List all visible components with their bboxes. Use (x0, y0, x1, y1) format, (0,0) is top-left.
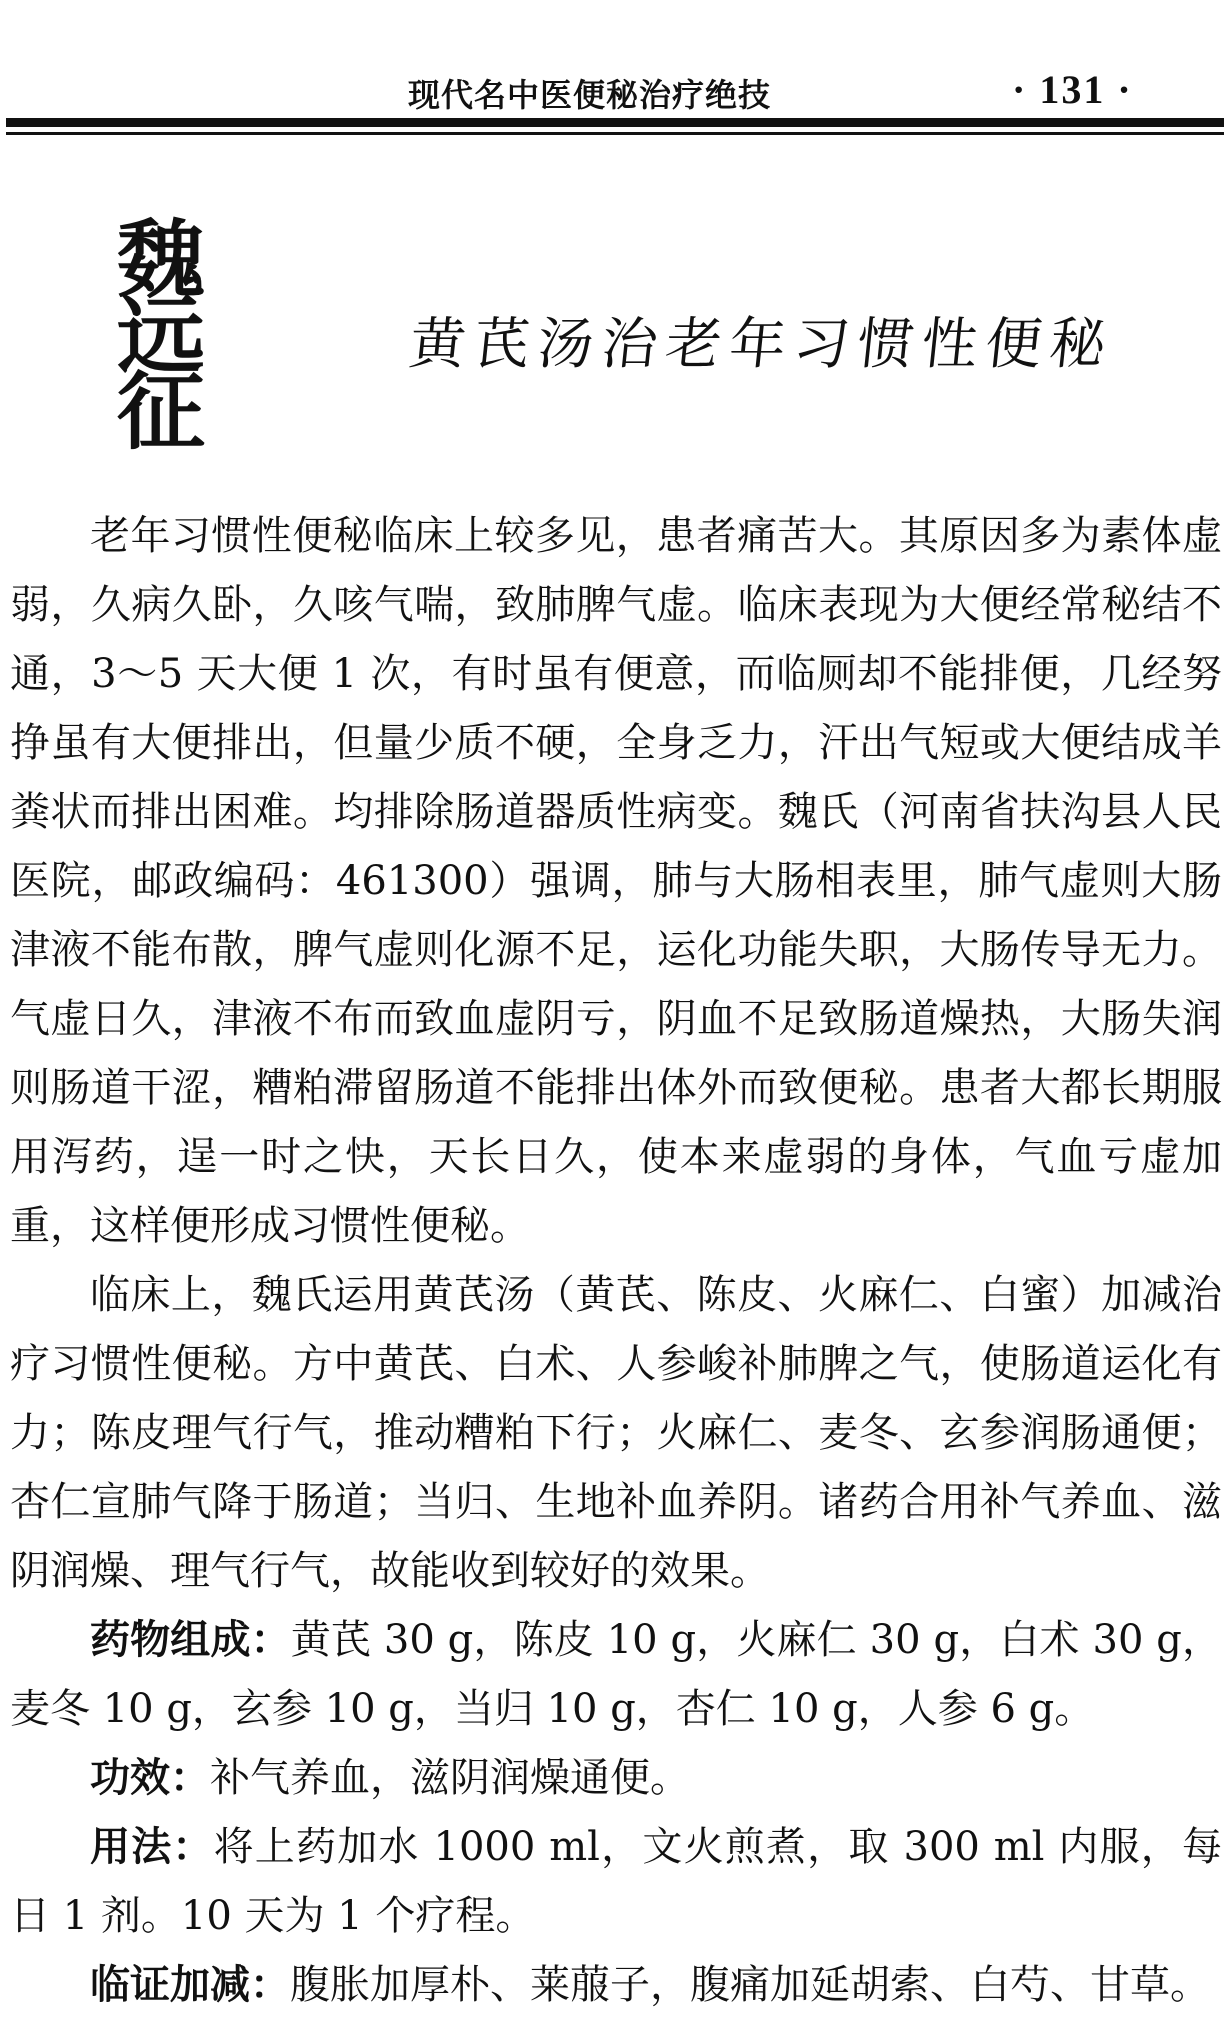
header-rule-thin (6, 132, 1224, 135)
book-title: 现代名中医便秘治疗绝技 (408, 76, 772, 114)
section-text: 腹胀加厚朴、莱菔子，腹痛加延胡索、白芍、甘草。 (290, 1962, 1210, 2008)
body-paragraph: 老年习惯性便秘临床上较多见，患者痛苦大。其原因多为素体虚弱，久病久卧，久咳气喘，致肺脾气虚。临床表现为大便经常秘结不通，3～5 天大便 1 次，有时虽有便意，而临厕却不能排便，几经努挣虽有大便排出，但量少质不硬，全身乏力，汗出气短或大便结成羊粪状而排出困难。均排除肠道器质性病变。魏氏（河南省扶沟县人民医院，邮政编码：461300）强调，肺与大肠相表里，肺气虚则大肠津液不能布散，脾气虚则化源不足，运化功能失职，大肠传导无力。气虚日久，津液不布而致血虚阴亏，阴血不足致肠道燥热，大肠失润则肠道干涩，糟粕滞留肠道不能排出体外而致便秘。患者大都长期服用泻药，逞一时之快，天长日久，使本来虚弱的身体，气血亏虚加重，这样便形成习惯性便秘。 (10, 513, 1222, 1249)
section-ingredients (10, 1606, 1222, 1744)
author-char: 魏 (116, 211, 206, 309)
section-label: 功效： (90, 1755, 210, 1801)
section-text: 补气养血，滋阴润燥通便。 (210, 1755, 690, 1801)
running-header (0, 60, 1232, 120)
header-rule-thick (6, 118, 1224, 127)
author-char: 征 (116, 363, 206, 461)
author-char: 远 (116, 287, 206, 385)
section-efficacy (10, 1744, 1222, 1813)
section-usage (10, 1813, 1222, 1951)
section-text: 将上药加水 1000 ml，文火煎煮，取 300 ml 内服，每日 1 剂。10 天为 1 个疗程。 (10, 1824, 1222, 1939)
section-modifications (10, 1951, 1222, 2020)
article-body (10, 502, 1222, 2020)
author-name (96, 211, 226, 461)
article-title: 黄芪汤治老年习惯性便秘 (406, 312, 1117, 377)
section-label: 临证加减： (90, 1962, 290, 2008)
section-label: 药物组成： (90, 1617, 291, 1663)
section-label: 用法： (90, 1824, 214, 1870)
page-number: · 131 · (1012, 67, 1133, 112)
section-text: 黄芪 30 g，陈皮 10 g，火麻仁 30 g，白术 30 g，麦冬 10 g，玄参 10 g，当归 10 g，杏仁 10 g，人参 6 g。 (10, 1617, 1223, 1732)
body-paragraph: 临床上，魏氏运用黄芪汤（黄芪、陈皮、火麻仁、白蜜）加减治疗习惯性便秘。方中黄芪、白术、人参峻补肺脾之气，使肠道运化有力；陈皮理气行气，推动糟粕下行；火麻仁、麦冬、玄参润肠通便；杏仁宣肺气降于肠道；当归、生地补血养阴。诸药合用补气养血、滋阴润燥、理气行气，故能收到较好的效果。 (10, 1272, 1222, 1594)
